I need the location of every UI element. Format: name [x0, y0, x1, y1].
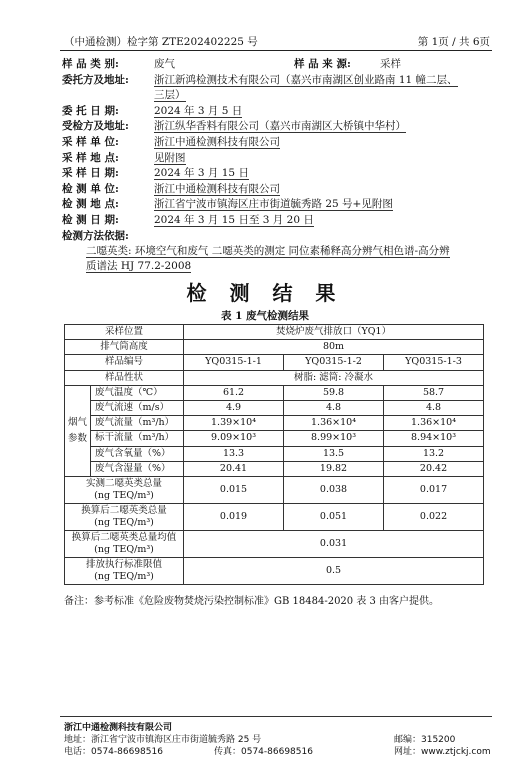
measured-value: 0.017	[384, 476, 484, 503]
converted-value: 0.051	[284, 503, 384, 530]
param-value: 19.82	[284, 461, 384, 476]
sampling-position: 焚烧炉废气排放口（YQ1）	[184, 325, 484, 340]
sample-prop-label: 样品性状	[65, 370, 184, 385]
client: 浙江新鸿检测技术有限公司（嘉兴市南湖区创业路南 11 幢二层、	[154, 73, 458, 86]
param-value: 1.36×10⁴	[384, 416, 484, 431]
sampling-unit-row	[62, 135, 482, 151]
test-unit-label: 检 测 单 位:	[62, 182, 119, 195]
limit-value: 0.5	[184, 557, 484, 584]
entrust-date-row	[62, 104, 482, 120]
entrust-date-label: 委 托 日 期:	[62, 104, 119, 117]
param-value: 4.9	[184, 400, 284, 415]
flue-gas-group-label: 烟气 参数	[65, 385, 91, 476]
test-place: 浙江省宁波市镇海区庄市街道毓秀路 25 号+见附图	[154, 198, 393, 211]
measured-label: 实测二噁英类总量 (ng TEQ/m³)	[65, 476, 184, 503]
param-value: 13.2	[384, 446, 484, 461]
sample-id: YQ0315-1-1	[184, 355, 284, 370]
page-title: 检 测 结 果	[186, 281, 344, 305]
param-name: 废气流量（m³/h）	[91, 416, 184, 431]
method-line-2: 质谱法 HJ 77.2-2008	[86, 259, 192, 272]
mean-label: 换算后二噁英类总量均值 (ng TEQ/m³)	[65, 530, 184, 557]
test-date-row	[62, 213, 482, 229]
client-row	[62, 73, 482, 89]
converted-label: 换算后二噁英类总量 (ng TEQ/m³)	[65, 503, 184, 530]
test-date: 2024 年 3 月 15 日至 3 月 20 日	[154, 213, 314, 226]
table-row	[65, 446, 484, 461]
table-row	[65, 400, 484, 415]
sampling-unit-label: 采 样 单 位:	[62, 135, 119, 148]
sampling-position-label: 采样位置	[65, 325, 184, 340]
sample-id-label: 样品编号	[65, 355, 184, 370]
footer-postcode: 邮编：315200	[394, 735, 456, 745]
sampling-date: 2024 年 3 月 15 日	[154, 167, 249, 180]
footer-address: 地址：浙江省宁波市镇海区庄市街道毓秀路 25 号	[64, 735, 262, 745]
table-row	[65, 431, 484, 446]
client-label: 委托方及地址:	[62, 73, 129, 86]
inspected-label: 受检方及地址:	[62, 120, 129, 133]
sampling-date-row	[62, 166, 482, 182]
param-name: 废气含氧量（%）	[91, 446, 184, 461]
table-title: 表 1 废气检测结果	[220, 310, 310, 322]
footer-divider	[60, 716, 492, 717]
sample-prop: 树脂: 滤筒: 冷凝水	[184, 370, 484, 385]
param-value: 13.5	[284, 446, 384, 461]
footer-phone: 电话：0574-86698516	[64, 747, 163, 757]
sampling-place-label: 采 样 地 点:	[62, 151, 119, 164]
param-name: 废气流速（m/s）	[91, 400, 184, 415]
sample-id: YQ0315-1-2	[284, 355, 384, 370]
method-line-1: 二噁英类: 环境空气和废气 二噁英类的测定 同位素稀释高分辨气相色谱-高分辨	[86, 245, 450, 258]
client-cont: 三层）	[154, 89, 186, 102]
param-name: 废气温度（℃）	[91, 385, 184, 400]
param-value: 20.41	[184, 461, 284, 476]
table-row	[65, 476, 484, 503]
method-text	[62, 244, 482, 273]
table-row	[65, 370, 484, 385]
report-number: （中通检测）检字第 ZTE202402225 号	[64, 36, 258, 48]
sample-type-row	[62, 57, 482, 73]
param-value: 59.8	[284, 385, 384, 400]
param-value: 9.09×10³	[184, 431, 284, 446]
footer-fax: 传真：0574-86698516	[214, 747, 313, 757]
table-row	[65, 503, 484, 530]
table-row	[65, 355, 484, 370]
sample-type: 废气	[154, 58, 175, 70]
param-name: 标干流量（m³/h）	[91, 431, 184, 446]
table-row	[65, 461, 484, 476]
sample-source-label: 样 品 来 源:	[294, 58, 351, 70]
param-value: 4.8	[284, 400, 384, 415]
sampling-unit: 浙江中通检测科技有限公司	[154, 135, 280, 148]
test-unit-row	[62, 182, 482, 198]
param-value: 13.3	[184, 446, 284, 461]
remark: 备注：参考标准《危险废物焚烧污染控制标准》GB 18484-2020 表 3 由客户提供。	[64, 596, 440, 607]
param-value: 58.7	[384, 385, 484, 400]
entrust-date: 2024 年 3 月 5 日	[154, 104, 243, 117]
stack-height-label: 排气筒高度	[65, 340, 184, 355]
footer-company: 浙江中通检测科技有限公司	[64, 723, 173, 733]
table-row	[65, 557, 484, 584]
param-value: 8.94×10³	[384, 431, 484, 446]
test-place-row	[62, 197, 482, 213]
table-row	[65, 416, 484, 431]
measured-value: 0.038	[284, 476, 384, 503]
sample-type-label: 样 品 类 别:	[62, 58, 119, 70]
param-name: 废气含湿量（%）	[91, 461, 184, 476]
sampling-place-row	[62, 151, 482, 167]
test-date-label: 检 测 日 期:	[62, 213, 119, 226]
sample-id: YQ0315-1-3	[384, 355, 484, 370]
table-row	[65, 530, 484, 557]
inspected: 浙江纵华香料有限公司（嘉兴市南湖区大桥镇中华村）	[154, 120, 406, 133]
footer-website: 网址：www.ztjckj.com	[394, 747, 491, 757]
stack-height: 80m	[184, 340, 484, 355]
mean-value: 0.031	[184, 530, 484, 557]
sample-source: 采样	[380, 58, 401, 70]
sampling-place: 见附图	[154, 151, 186, 164]
inspected-row	[62, 119, 482, 135]
param-value: 20.42	[384, 461, 484, 476]
limit-label: 排放执行标准限值 (ng TEQ/m³)	[65, 557, 184, 584]
results-table	[64, 324, 484, 585]
param-value: 61.2	[184, 385, 284, 400]
report-info	[62, 57, 482, 273]
test-place-label: 检 测 地 点:	[62, 198, 119, 211]
test-unit: 浙江中通检测科技有限公司	[154, 182, 280, 195]
page-indicator: 第 1页 / 共 6页	[417, 36, 490, 48]
param-value: 1.36×10⁴	[284, 416, 384, 431]
table-row	[65, 340, 484, 355]
converted-value: 0.022	[384, 503, 484, 530]
table-row	[65, 325, 484, 340]
header-divider	[60, 50, 492, 51]
method-label: 检测方法依据:	[62, 229, 129, 242]
client-cont-row	[62, 88, 482, 104]
param-value: 1.39×10⁴	[184, 416, 284, 431]
table-row	[65, 385, 484, 400]
measured-value: 0.015	[184, 476, 284, 503]
param-value: 4.8	[384, 400, 484, 415]
sampling-date-label: 采 样 日 期:	[62, 167, 119, 180]
param-value: 8.99×10³	[284, 431, 384, 446]
converted-value: 0.019	[184, 503, 284, 530]
